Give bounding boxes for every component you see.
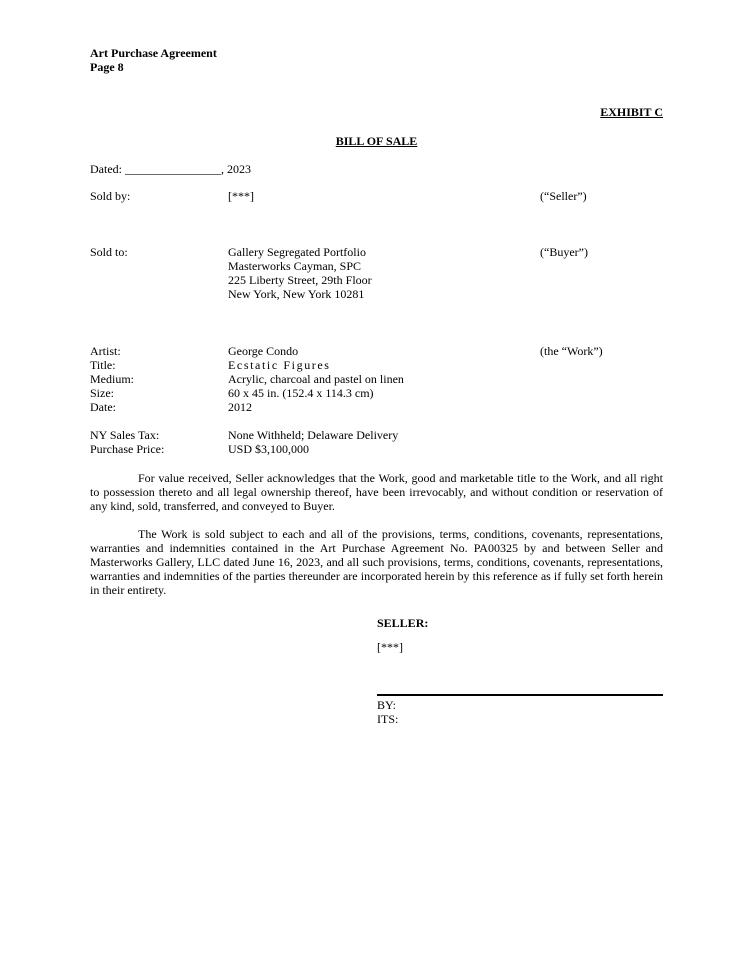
buyer-address-line: Gallery Segregated Portfolio (228, 245, 366, 259)
dated-label: Dated: (90, 162, 122, 176)
artist-label: Artist: (90, 344, 121, 358)
date-value: 2012 (228, 400, 252, 414)
title-value: Ecstatic Figures (228, 358, 331, 372)
purchase-price-label: Purchase Price: (90, 442, 165, 456)
its-label: ITS: (377, 712, 399, 726)
buyer-address-line: New York, New York 10281 (228, 287, 365, 301)
seller-heading: SELLER: (377, 616, 429, 630)
signature-block (377, 616, 663, 726)
tax-price-block (90, 428, 663, 456)
medium-label: Medium: (90, 372, 134, 386)
work-detail-row (90, 344, 663, 358)
value-received-paragraph: For value received, Seller acknowledges that the Work, good and marketable title to the Work, and all right to possession thereto and all legal ownership thereof, have been irrevocably, and without condition or reservation of any kind, sold, transferred, and conveyed to Buyer. (90, 471, 663, 513)
artist-value: George Condo (228, 344, 299, 358)
title-label: Title: (90, 358, 116, 372)
document-title: BILL OF SALE (335, 134, 418, 148)
exhibit-line (90, 105, 663, 119)
sold-by-label: Sold by: (90, 189, 131, 203)
seller-name-redacted: [***] (377, 640, 403, 654)
document-title-line (90, 134, 663, 148)
sold-by-value: [***] (228, 189, 254, 203)
tax-row (90, 428, 663, 442)
date-label: Date: (90, 400, 116, 414)
dated-blank-field: ________________ (125, 162, 221, 176)
work-detail-row (90, 386, 663, 400)
buyer-address-block (228, 245, 540, 301)
header-page-number: Page 8 (90, 60, 124, 74)
by-label: BY: (377, 698, 396, 712)
work-party-designation: (the “Work”) (540, 344, 603, 358)
size-value: 60 x 45 in. (152.4 x 114.3 cm) (228, 386, 374, 400)
sales-tax-label: NY Sales Tax: (90, 428, 160, 442)
header-agreement-title: Art Purchase Agreement (90, 46, 217, 60)
signature-area (377, 694, 663, 726)
work-detail-row (90, 358, 663, 372)
buyer-address-line: 225 Liberty Street, 29th Floor (228, 273, 372, 287)
terms-incorporation-paragraph: The Work is sold subject to each and all of the provisions, terms, conditions, covenants, representations, warranties and indemnities contained in the Art Purchase Agreement No. PA00325 by and between Seller and Masterworks Gallery, LLC dated June 16, 2023, and all such provisions, terms, conditions, covenants, representations, warranties and indemnities of the parties thereunder are incorporated herein by this reference as if fully set forth herein in their entirety. (90, 527, 663, 597)
size-label: Size: (90, 386, 114, 400)
seller-party-designation: (“Seller”) (540, 189, 587, 203)
medium-value: Acrylic, charcoal and pastel on linen (228, 372, 404, 386)
signature-labels (377, 696, 663, 726)
sold-by-row (90, 189, 663, 203)
dated-line (90, 162, 663, 176)
document-header (90, 46, 663, 74)
work-details-block (90, 344, 663, 414)
sold-to-row (90, 245, 663, 301)
exhibit-label: EXHIBIT C (600, 105, 663, 119)
dated-year: , 2023 (221, 162, 251, 176)
purchase-price-value: USD $3,100,000 (228, 442, 310, 456)
work-detail-row (90, 400, 663, 414)
work-detail-row (90, 372, 663, 386)
sold-to-label: Sold to: (90, 245, 128, 259)
sales-tax-value: None Withheld; Delaware Delivery (228, 428, 399, 442)
buyer-party-designation: (“Buyer”) (540, 245, 588, 259)
price-row (90, 442, 663, 456)
buyer-address-line: Masterworks Cayman, SPC (228, 259, 361, 273)
